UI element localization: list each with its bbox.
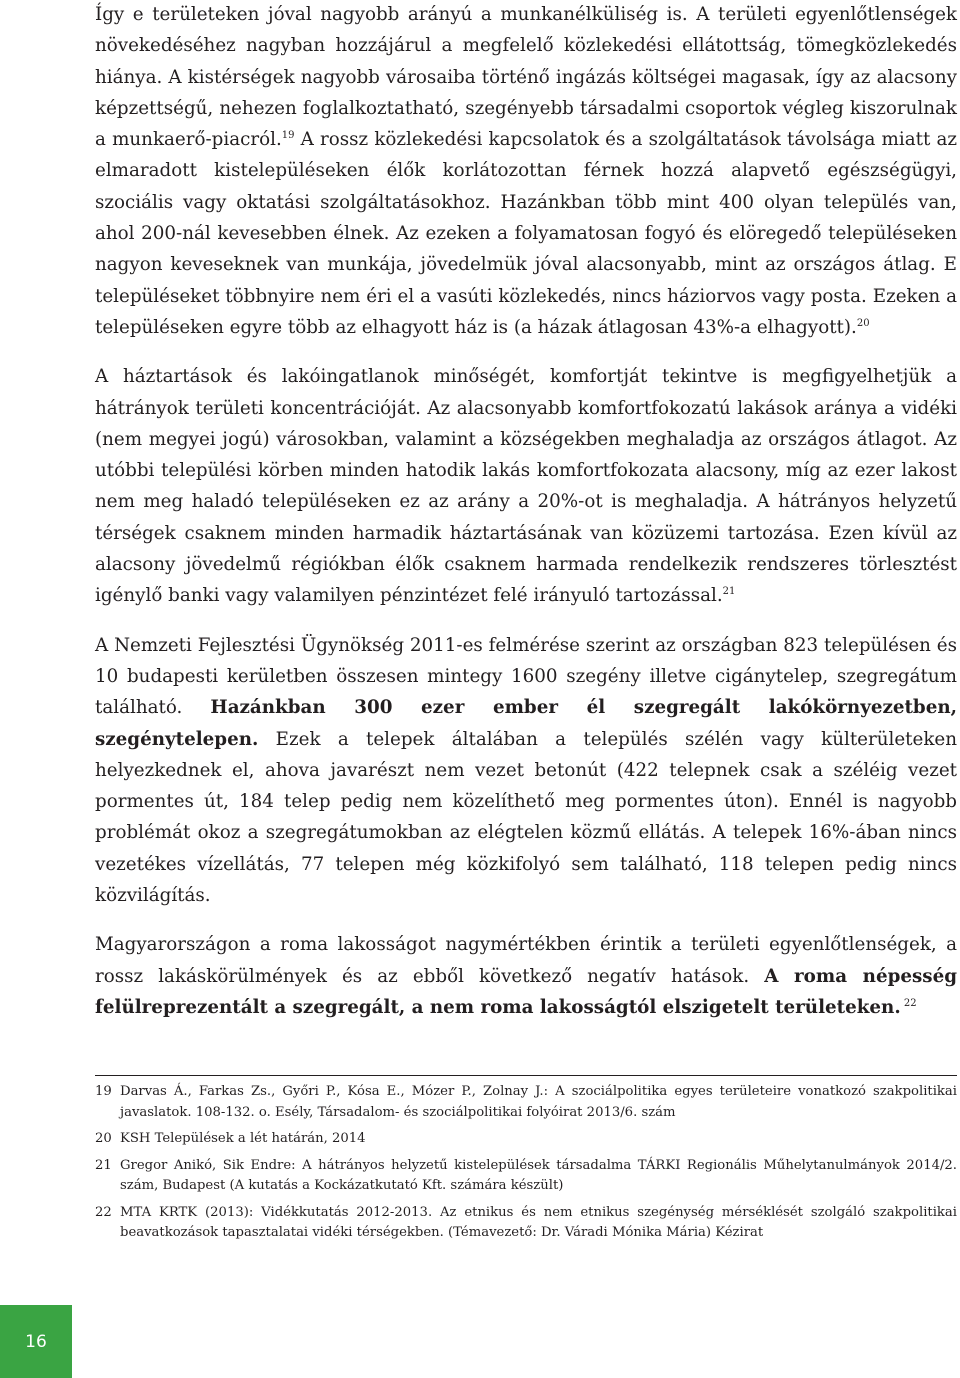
footnote-19 xyxy=(95,1082,957,1123)
footnote-number: 20 xyxy=(95,1131,112,1146)
footnote-number: 21 xyxy=(95,1157,112,1173)
paragraph-1 xyxy=(95,0,957,343)
footnote-text: Gregor Anikó, Sik Endre: A hátrányos helyzetű kistelepülések társadalma TÁRKI Regionális Műhelytanulmányok 2014/2. szám, Budapest (A kutatás a Kockázatkutató Kft. számára készült) xyxy=(120,1157,957,1193)
footnote-ref: 19 xyxy=(281,130,295,142)
footnote-21 xyxy=(95,1156,957,1197)
text-run: A háztartások és lakóingatlanok minőségét, komfortját tekintve is megfigyelhetjük a hátrányok területi koncentrációját. Az alacsonyabb komfortfokozatú lakások aránya a vidéki (nem megyei jogú) városokban, valamint a községekben meghaladja az országos átlagot. Az utóbbi települési körben minden hatodik lakás komfortfokozata alacsony, míg az ezer lakost nem meg haladó településeken ez az arány a 20%-ot is meghaladja. A hátrányos helyzetű térségek csaknem minden harmadik háztartásának van közüzemi tartozása. Ezen kívül az alacsony jövedelmű régiókban élők csaknem harmada rendelkezik rendszeres törlesztést igénylő banki vagy valamilyen pénzintézet felé irányuló tartozással. xyxy=(95,366,957,607)
text-run: A Nemzeti Fejlesztési Ügynökség 2011-es felmérése szerint az országban 823 településen és 10 budapesti kerületben összesen mintegy 1600 szegény illetve cigánytelep, szegregátum található. xyxy=(95,634,957,719)
paragraph-3 xyxy=(95,630,957,912)
page-number: 16 xyxy=(25,1331,47,1352)
body-text xyxy=(95,0,957,1041)
footnote-divider xyxy=(95,1075,957,1076)
footnote-ref: 20 xyxy=(856,317,870,329)
footnote-20 xyxy=(95,1129,957,1150)
footnote-number: 19 xyxy=(95,1084,112,1099)
footnote-ref: 22 xyxy=(900,997,917,1009)
paragraph-4 xyxy=(95,929,957,1023)
footnote-text: KSH Települések a lét határán, 2014 xyxy=(120,1131,366,1146)
page-number-badge xyxy=(0,1305,72,1378)
text-run: Ezek a telepek általában a település szélén vagy külterületeken helyezkednek el, ahova javarészt nem vezet betonút (422 telepnek csak a széléig vezet pormentes út, 184 telep pedig nem közelíthető meg pormentes úton). Ennél is nagyobb problémát okoz a szegregátumokban az elégtelen közmű ellátás. A telepek 16%-ában nincs vezetékes vízellátás, 77 telepen még közkifolyó sem található, 118 telepen pedig nincs közvilágítás. xyxy=(95,728,957,907)
footnotes xyxy=(95,1082,957,1250)
footnote-number: 22 xyxy=(95,1204,112,1220)
paragraph-2 xyxy=(95,361,957,611)
footnote-text: MTA KRTK (2013): Vidékkutatás 2012-2013. Az etnikus és nem etnikus szegénység mérséklését szolgáló szakpolitikai beavatkozások tapasztalatai vidéki térségekben. (Témavezető: Dr. Váradi Mónika Mária) Kézirat xyxy=(120,1204,957,1240)
footnote-ref: 21 xyxy=(722,586,736,598)
bold-text: A roma népesség felülreprezentált a szegregált, a nem roma lakosságtól elszigetelt területeken. xyxy=(95,965,957,1018)
text-run: Magyarországon a roma lakosságot nagymértékben érintik a területi egyenlőtlenségek, a rossz lakáskörülmények és az ebből következő negatív hatások. xyxy=(95,934,957,987)
text-run: Így e területeken jóval nagyobb arányú a munkanélküliség is. A területi egyenlőtlenségek növekedéséhez nagyban hozzájárul a megfelelő közlekedési ellátottság, tömegközlekedés hiánya. A kistérségek nagyobb városaiba történő ingázás költségei magasak, így az alacsony képzettségű, nehezen foglalkoztatható, szegényebb társadalmi csoportok végleg kiszorulnak a munkaerő-piacról. xyxy=(95,4,957,151)
text-run: A rossz közlekedési kapcsolatok és a szolgáltatások távolsága miatt az elmaradott kistelepüléseken élők korlátozottan férnek hozzá alapvető egészségügyi, szociális vagy oktatási szolgáltatásokhoz. Hazánkban több mint 400 olyan település van, ahol 200-nál kevesebben élnek. Az ezeken a folyamatosan fogyó és elöregedő településeken nagyon keveseknek van munkája, jövedelmük jóval alacsonyabb, mint az országos átlag. E településeket többnyire nem éri el a vasúti közlekedés, nincs háziorvos vagy posta. Ezeken a településeken egyre több az elhagyott ház is (a házak átlagosan 43%-a elhagyott). xyxy=(95,129,957,338)
footnote-text: Darvas Á., Farkas Zs., Győri P., Kósa E., Mózer P., Zolnay J.: A szociálpolitika egyes területeire vonatkozó szakpolitikai javaslatok. 108-132. o. Esély, Társadalom- és szociálpolitikai folyóirat 2013/6. szám xyxy=(120,1084,957,1120)
bold-text: Hazánkban 300 ezer ember él szegregált lakókörnyezetben, szegénytelepen. xyxy=(95,697,957,750)
footnote-22 xyxy=(95,1203,957,1244)
